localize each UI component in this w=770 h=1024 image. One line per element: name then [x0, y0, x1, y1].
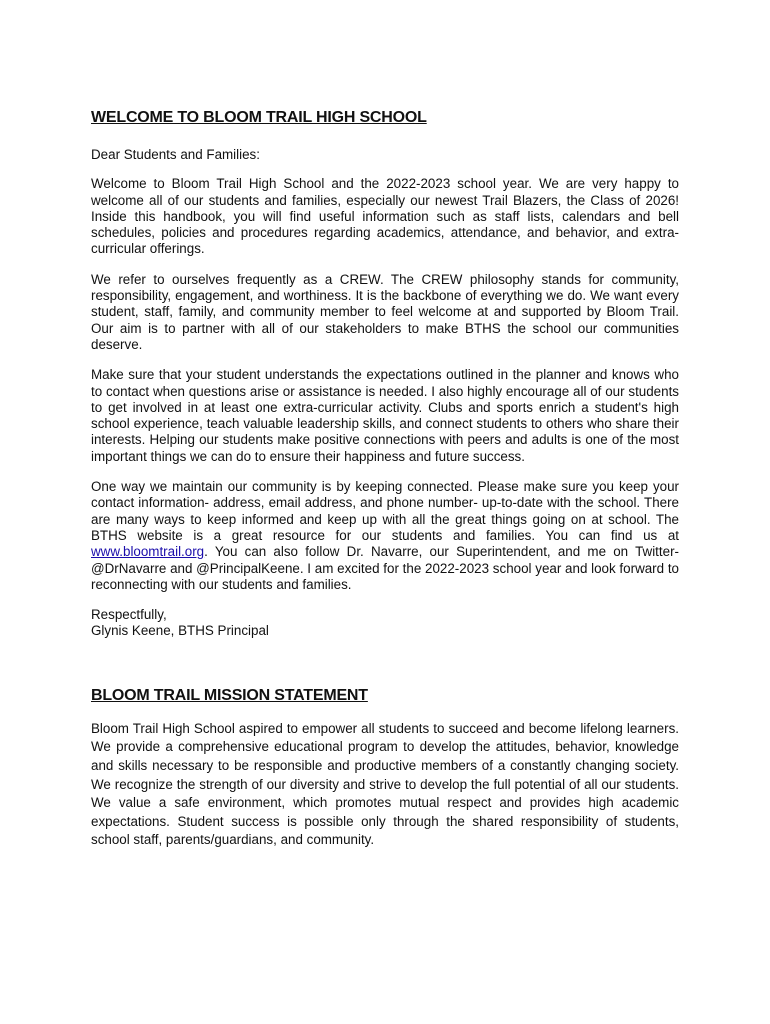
welcome-paragraph-2: We refer to ourselves frequently as a CREW. The CREW philosophy stands for community, responsibility, engagement, and worthiness. It is the backbone of everything we do. We want every student, staff, family, and community member to feel welcome at and supported by Bloom Trail. Our aim is to partner with all of our stakeholders to make BTHS the school our communities deserve.	[91, 271, 679, 352]
closing-block	[91, 607, 679, 640]
mission-paragraph: Bloom Trail High School aspired to empower all students to succeed and become lifelong learners. We provide a comprehensive educational program to develop the attitudes, behavior, knowledge and skills necessary to be responsible and productive members of a constantly changing society. We recognize the strength of our diversity and strive to develop the full potential of all our students. We value a safe environment, which promotes mutual respect and provides high academic expectations. Student success is possible only through the shared responsibility of students, school staff, parents/guardians, and community.	[91, 720, 679, 848]
greeting: Dear Students and Families:	[91, 147, 260, 162]
document-page	[91, 108, 679, 850]
signature: Glynis Keene, BTHS Principal	[91, 623, 269, 639]
closing-salutation: Respectfully,	[91, 607, 167, 623]
welcome-paragraph-4	[91, 479, 679, 593]
welcome-paragraph-1: Welcome to Bloom Trail High School and the 2022-2023 school year. We are very happy to welcome all of our students and families, especially our newest Trail Blazers, the Class of 2026! Inside this handbook, you will find useful information such as staff lists, calendars and bell schedules, policies and procedures regarding academics, attendance, and behavior, and extra-curricular offerings.	[91, 176, 679, 257]
mission-heading: BLOOM TRAIL MISSION STATEMENT	[91, 686, 368, 704]
paragraph-4-text-before-link: One way we maintain our community is by keeping connected. Please make sure you keep your contact information- address, email address, and phone number- up-to-date with the school. There are many ways to keep informed and keep up with all the great things going on at school. The BTHS website is a great resource for our students and families. You can find us at	[91, 479, 679, 543]
welcome-paragraph-3: Make sure that your student understands the expectations outlined in the planner and knows who to contact when questions arise or assistance is needed. I also highly encourage all of our students to get involved in at least one extra-curricular activity. Clubs and sports enrich a student's high school experience, teach valuable leadership skills, and connect students to others who share their interests. Helping our students make positive connections with peers and adults is one of the most important things we can do to ensure their happiness and future success.	[91, 367, 679, 464]
website-link[interactable]: www.bloomtrail.org	[91, 544, 205, 560]
paragraph-4-text-after-link: . You can also follow Dr. Navarre, our Superintendent, and me on Twitter- @DrNavarre and @PrincipalKeene. I am excited for the 2022-2023 school year and look forward to reconnecting with our students and families.	[91, 544, 679, 592]
welcome-heading: WELCOME TO BLOOM TRAIL HIGH SCHOOL	[91, 109, 427, 126]
